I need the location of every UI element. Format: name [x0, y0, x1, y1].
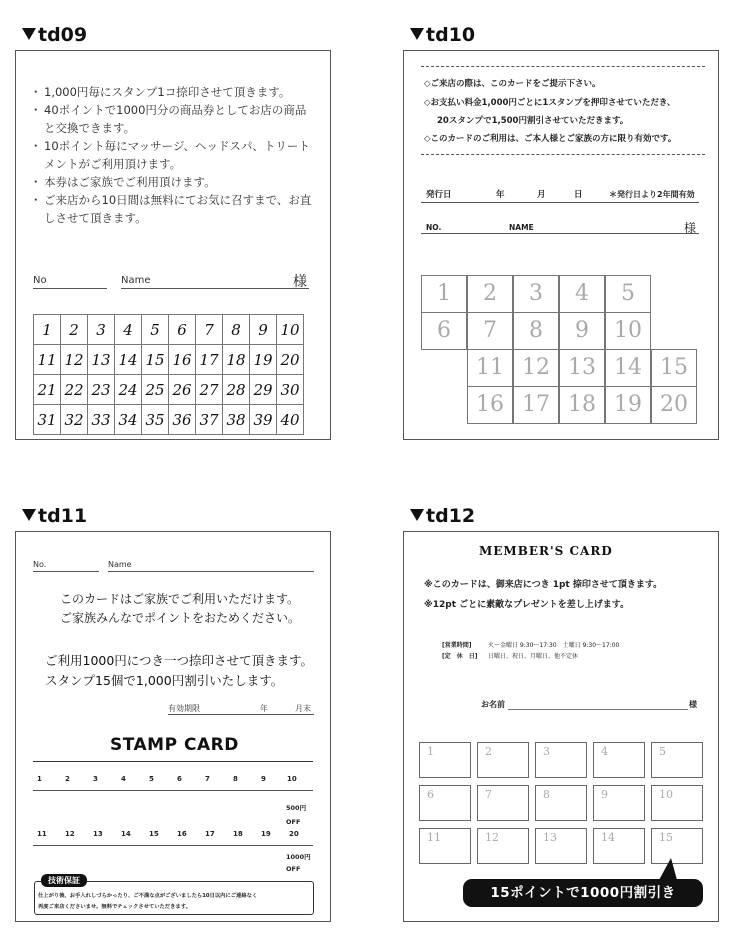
stamp-number: 1 — [37, 775, 42, 783]
title-underline — [33, 761, 313, 762]
stamp-cell: 5 — [605, 275, 651, 313]
off-amount-1000: 1000円 — [286, 853, 311, 861]
notice-line: ※このカードは、御来店につき 1pt 捺印させて頂きます。 — [424, 580, 663, 590]
stamp-number: 6 — [177, 775, 182, 783]
stamp-cell: 7 — [477, 785, 529, 821]
stamp-cell: 29 — [250, 375, 277, 405]
name-label: NAME — [509, 223, 534, 232]
stamp-cell: 21 — [34, 375, 61, 405]
stamp-cell: 15 — [651, 828, 703, 864]
stamp-number: 2 — [65, 775, 70, 783]
stamp-cell: 26 — [169, 375, 196, 405]
stamp-cell: 35 — [142, 405, 169, 435]
stamp-cell: 16 — [169, 345, 196, 375]
stamp-number: 12 — [65, 830, 75, 838]
notice-line: 20スタンプで1,500円割引させていただきます。 — [437, 116, 629, 126]
stamp-cell: 25 — [142, 375, 169, 405]
stamp-cell: 23 — [88, 375, 115, 405]
stamp-message: ご利用1000円につき一つ捺印させて頂きます。 — [45, 653, 314, 668]
stamp-cell: 19 — [250, 345, 277, 375]
stamp-number: 20 — [289, 830, 299, 838]
name-label: Name — [108, 560, 132, 569]
off-label: OFF — [286, 865, 301, 873]
issue-date-label: 発行日 — [426, 190, 452, 200]
stamp-cell: 20 — [277, 345, 304, 375]
section-title-td10: td10 — [410, 24, 475, 46]
sama-label: 様 — [684, 221, 697, 235]
notice-line: ◇お支払い料金1,000円ごとに1スタンプを押印させていただき、 — [424, 98, 676, 108]
stamp-cell: 3 — [535, 742, 587, 778]
stamp-cell: 9 — [250, 315, 277, 345]
stamp-cell: 1 — [421, 275, 467, 313]
hours-label: [営業時間] — [442, 642, 472, 649]
card-td09 — [15, 50, 331, 440]
stamp-cell: 1 — [34, 315, 61, 345]
stamp-cell: 16 — [467, 386, 513, 424]
stamp-cell: 6 — [419, 785, 471, 821]
stamp-cell: 13 — [88, 345, 115, 375]
card-td11 — [15, 531, 331, 922]
name-underline — [121, 288, 309, 289]
no-underline — [33, 571, 99, 572]
sama-label: 様 — [689, 700, 697, 709]
off-amount-500: 500円 — [286, 804, 307, 812]
no-label: NO. — [426, 223, 442, 232]
day-label: 日 — [574, 190, 583, 200]
note-item: ・ ご来店から10日間は無料にてお気に召すまで、お直しさせて頂きます。 — [34, 191, 314, 227]
stamp-cell: 20 — [651, 386, 697, 424]
stamp-grid-40 — [33, 314, 304, 435]
stamp-number: 18 — [233, 830, 243, 838]
note-item: ・ 40ポイントで1000円分の商品券としてお店の商品と交換できます。 — [34, 101, 314, 137]
stamp-cell: 17 — [196, 345, 223, 375]
stamp-cell: 12 — [61, 345, 88, 375]
stamp-cell: 18 — [223, 345, 250, 375]
section-title-td12: td12 — [410, 505, 475, 527]
triangle-down-icon — [22, 28, 36, 40]
stamp-cell: 14 — [115, 345, 142, 375]
stamp-cell: 5 — [142, 315, 169, 345]
expiry-year: 年 — [260, 704, 268, 713]
off-label: OFF — [286, 818, 301, 826]
stamp-cell: 36 — [169, 405, 196, 435]
stamp-cell: 13 — [559, 349, 605, 387]
closed-value: 日曜日、祝日、月曜日、他不定休 — [488, 653, 579, 660]
stamp-cell: 13 — [535, 828, 587, 864]
closed-label: [定 休 日] — [442, 653, 478, 660]
stamp-cell: 3 — [513, 275, 559, 313]
stamp-cell: 4 — [559, 275, 605, 313]
stamp-row-line — [33, 790, 313, 791]
stamp-cell: 28 — [223, 375, 250, 405]
guarantee-badge: 技術保証 — [41, 874, 87, 887]
stamp-cell: 7 — [467, 312, 513, 350]
section-title-td11: td11 — [22, 505, 87, 527]
stamp-cell: 12 — [477, 828, 529, 864]
stamp-cell: 39 — [250, 405, 277, 435]
stamp-cell: 19 — [605, 386, 651, 424]
stamp-cell: 38 — [223, 405, 250, 435]
stamp-cell: 24 — [115, 375, 142, 405]
dashed-divider — [421, 66, 705, 67]
notice-line: ◇ご来店の際は、このカードをご提示下さい。 — [424, 79, 601, 89]
triangle-down-icon — [410, 28, 424, 40]
card-td10 — [403, 50, 719, 440]
sama-label: 様 — [293, 274, 307, 290]
stamp-cell: 14 — [593, 828, 645, 864]
guarantee-text: 再度ご来店くださいませ。無料でチェックさせていただきます。 — [38, 904, 191, 910]
note-item: ・ 本券はご家族でご利用頂けます。 — [34, 173, 314, 191]
stamp-number: 9 — [261, 775, 266, 783]
td09-notes — [34, 83, 314, 227]
stamp-cell: 30 — [277, 375, 304, 405]
stamp-cell: 2 — [61, 315, 88, 345]
stamp-cell: 10 — [651, 785, 703, 821]
stamp-cell: 4 — [115, 315, 142, 345]
stamp-number: 19 — [261, 830, 271, 838]
stamp-cell: 15 — [142, 345, 169, 375]
name-underline — [421, 233, 699, 234]
guarantee-text: 仕上がり後、お手入れしづらかったり、ご不満な点がございましたら10日以内にご連絡なく — [38, 893, 258, 899]
stamp-cell: 37 — [196, 405, 223, 435]
stamp-cell: 2 — [477, 742, 529, 778]
stamp-number: 11 — [37, 830, 47, 838]
no-label: No. — [33, 560, 47, 569]
expiry-month-end: 月末 — [295, 704, 311, 713]
stamp-number: 13 — [93, 830, 103, 838]
stamp-cell: 8 — [513, 312, 559, 350]
issue-underline — [421, 202, 699, 203]
stamp-number: 8 — [233, 775, 238, 783]
stamp-cell: 32 — [61, 405, 88, 435]
stamp-cell: 9 — [593, 785, 645, 821]
stamp-cell: 11 — [419, 828, 471, 864]
name-underline — [508, 709, 688, 710]
stamp-cell: 4 — [593, 742, 645, 778]
stamp-message: スタンプ15個で1,000円割引いたします。 — [45, 673, 284, 688]
card-td12 — [403, 531, 719, 922]
stamp-cell: 14 — [605, 349, 651, 387]
stamp-cell: 8 — [223, 315, 250, 345]
stamp-cell: 31 — [34, 405, 61, 435]
no-underline — [33, 288, 107, 289]
stamp-cell: 17 — [513, 386, 559, 424]
stamp-cell: 34 — [115, 405, 142, 435]
notice-line: ※12pt ごとに素敵なプレゼントを差し上げます。 — [424, 600, 630, 610]
family-message: ご家族みんなでポイントをおためください。 — [60, 611, 301, 625]
note-item: ・ 10ポイント毎にマッサージ、ヘッドスパ、トリートメントがご利用頂けます。 — [34, 137, 314, 173]
month-label: 月 — [537, 190, 546, 200]
stamp-number: 4 — [121, 775, 126, 783]
notice-line: ◇このカードのご利用は、ご本人様とご家族の方に限り有効です。 — [424, 134, 677, 144]
stamp-cell: 10 — [277, 315, 304, 345]
triangle-down-icon — [22, 509, 36, 521]
stamp-number: 3 — [93, 775, 98, 783]
stamp-number: 15 — [149, 830, 159, 838]
stamp-cell: 11 — [467, 349, 513, 387]
expiry-label: 有効期限 — [168, 704, 200, 713]
stamp-cell: 6 — [421, 312, 467, 350]
stamp-card-title: STAMP CARD — [110, 735, 239, 755]
stamp-number: 14 — [121, 830, 131, 838]
stamp-cell: 1 — [419, 742, 471, 778]
stamp-cell: 12 — [513, 349, 559, 387]
stamp-number: 16 — [177, 830, 187, 838]
stamp-number: 7 — [205, 775, 210, 783]
stamp-cell: 18 — [559, 386, 605, 424]
year-label: 年 — [496, 190, 505, 200]
discount-banner: 15ポイントで1000円割引き — [463, 879, 703, 907]
validity-note: ＊発行日より2年間有効 — [609, 190, 695, 199]
stamp-cell: 7 — [196, 315, 223, 345]
dashed-divider — [421, 154, 705, 155]
stamp-number: 5 — [149, 775, 154, 783]
stamp-cell: 11 — [34, 345, 61, 375]
guarantee-box — [34, 876, 314, 915]
family-message: このカードはご家族でご利用いただけます。 — [60, 592, 300, 606]
note-item: ・ 1,000円毎にスタンプ1コ捺印させて頂きます。 — [34, 83, 314, 101]
stamp-cell: 33 — [88, 405, 115, 435]
stamp-cell: 15 — [651, 349, 697, 387]
hours-value: 火〜金曜日 9:30〜17:30 土曜日 9:30〜17:00 — [488, 642, 620, 649]
section-title-td09: td09 — [22, 24, 87, 46]
name-label: お名前 — [481, 700, 505, 709]
stamp-row-line — [33, 845, 313, 846]
stamp-cell: 5 — [651, 742, 703, 778]
stamp-number: 10 — [287, 775, 297, 783]
name-underline — [108, 571, 314, 572]
expiry-underline — [168, 714, 314, 715]
stamp-cell: 2 — [467, 275, 513, 313]
stamp-cell: 10 — [605, 312, 651, 350]
stamp-cell: 3 — [88, 315, 115, 345]
stamp-cell: 22 — [61, 375, 88, 405]
stamp-cell: 9 — [559, 312, 605, 350]
stamp-cell: 40 — [277, 405, 304, 435]
no-label: No — [33, 275, 47, 286]
name-label: Name — [121, 275, 151, 286]
triangle-down-icon — [410, 509, 424, 521]
stamp-cell: 27 — [196, 375, 223, 405]
stamp-cell: 8 — [535, 785, 587, 821]
members-card-title: MEMBER'S CARD — [479, 544, 613, 558]
stamp-number: 17 — [205, 830, 215, 838]
stamp-cell: 6 — [169, 315, 196, 345]
